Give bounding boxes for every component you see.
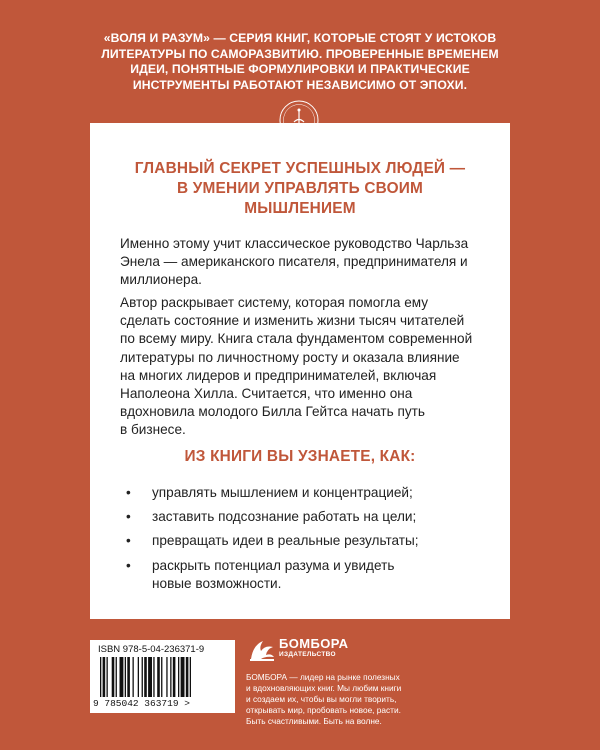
barcode-bar xyxy=(142,657,143,697)
author-paragraph xyxy=(120,294,490,440)
series-line: ИНСТРУМЕНТЫ РАБОТАЮТ НЕЗАВИСИМО ОТ ЭПОХИ. xyxy=(132,77,468,92)
barcode-bar xyxy=(178,657,179,697)
headline xyxy=(90,159,510,219)
paragraph-line: Именно этому учит классическое руководство Чарльза xyxy=(120,236,469,251)
publisher-line: и создаем их, чтобы вы могли творить, xyxy=(246,694,397,704)
barcode-bar xyxy=(190,657,191,697)
barcode-bar xyxy=(186,657,189,697)
paragraph-line: миллионера. xyxy=(120,272,202,288)
barcode-bar xyxy=(138,657,139,697)
headline-line: ГЛАВНЫЙ СЕКРЕТ УСПЕШНЫХ ЛЮДЕЙ — xyxy=(134,160,466,177)
bullet-icon: • xyxy=(126,557,131,573)
barcode-bar xyxy=(170,657,171,697)
paragraph-line: по всему миру. Книга стала фундаментом современной xyxy=(120,331,473,347)
barcode-bar xyxy=(148,657,152,697)
barcode-bar xyxy=(127,657,130,697)
list-item-text: раскрыть потенциал разума и увидеть xyxy=(152,557,395,573)
barcode-bar xyxy=(100,657,101,697)
paragraph-line: сделать состояние и изменить жизни тысяч читателей xyxy=(120,313,465,329)
learn-list xyxy=(126,484,496,599)
barcode-bar xyxy=(120,657,124,697)
intro-paragraph xyxy=(120,235,490,290)
paragraph-line: на многих лидеров и предпринимателей, включая xyxy=(120,367,437,383)
series-line: «ВОЛЯ И РАЗУМ» — СЕРИЯ КНИГ, КОТОРЫЕ СТОЯТ У ИСТОКОВ xyxy=(103,31,497,45)
barcode-digits: 9 785042 363719 > xyxy=(93,698,190,709)
paragraph-line: Энела — американского писателя, предпринимателя и xyxy=(120,254,468,270)
description-card xyxy=(90,123,510,619)
paragraph-line: Наполеона Хилла. Считается, что именно она xyxy=(120,386,413,402)
barcode-bar xyxy=(112,657,115,697)
list-item-text: управлять мышлением и концентрацией; xyxy=(152,485,413,500)
paragraph-line: Автор раскрывает систему, которая помогла ему xyxy=(120,295,429,310)
bullet-icon: • xyxy=(126,533,131,549)
paragraph-line: вдохновила молодого Билла Гейтса начать путь xyxy=(120,404,425,420)
publisher-brand xyxy=(279,636,348,658)
list-item-text: новые возможности. xyxy=(152,575,282,591)
list-item xyxy=(126,508,496,526)
paragraph-line: литературы по личностному росту и оказала влияние xyxy=(120,349,460,365)
series-line: ЛИТЕРАТУРЫ ПО САМОРАЗВИТИЮ. ПРОВЕРЕННЫЕ ВРЕМЕНЕМ xyxy=(101,46,499,61)
list-item-text: превращать идеи в реальные результаты; xyxy=(152,533,419,549)
barcode-bar xyxy=(153,657,154,697)
publisher-line: Быть счастливыми. Быть на волне. xyxy=(246,716,382,726)
barcode-bar xyxy=(116,657,117,697)
barcode-icon xyxy=(100,657,224,697)
barcode-bar xyxy=(173,657,176,697)
barcode-bar xyxy=(161,657,162,697)
barcode-bar xyxy=(181,657,185,697)
list-item xyxy=(126,532,496,550)
publisher-subtitle: ИЗДАТЕЛЬСТВО xyxy=(279,651,336,658)
barcode-bar xyxy=(166,657,167,697)
list-item xyxy=(126,557,496,593)
bullet-icon: • xyxy=(126,509,131,525)
list-item-text: заставить подсознание работать на цели; xyxy=(152,509,417,525)
barcode-bar xyxy=(125,657,126,697)
publisher-blurb xyxy=(246,672,516,727)
headline-line: МЫШЛЕНИЕМ xyxy=(244,200,356,217)
series-line: ИДЕИ, ПОНЯТНЫЕ ФОРМУЛИРОВКИ И ПРАКТИЧЕСКИЕ xyxy=(130,62,470,77)
paragraph-line: в бизнесе. xyxy=(120,422,186,438)
publisher-line: БОМБОРА — лидер на рынке полезных xyxy=(246,672,400,682)
learn-heading: ИЗ КНИГИ ВЫ УЗНАЕТЕ, КАК: xyxy=(184,448,416,465)
barcode-bar xyxy=(133,657,134,697)
publisher-line: и вдохновляющих книг. Мы любим книги xyxy=(246,683,402,693)
isbn-label: ISBN 978-5-04-236371-9 xyxy=(98,644,205,655)
barcode-bar xyxy=(107,657,108,697)
bullet-icon: • xyxy=(126,485,131,500)
bombora-logo-icon xyxy=(247,633,277,663)
series-description xyxy=(60,31,540,93)
barcode-bar xyxy=(103,657,106,697)
headline-line: В УМЕНИИ УПРАВЛЯТЬ СВОИМ xyxy=(176,180,424,197)
publisher-name: БОМБОРА xyxy=(279,636,349,651)
barcode-bar xyxy=(144,657,147,697)
barcode-bar xyxy=(157,657,160,697)
publisher-line: открывать мир, пробовать новое, расти. xyxy=(246,705,401,715)
barcode-panel xyxy=(90,640,235,713)
list-item xyxy=(126,484,496,502)
